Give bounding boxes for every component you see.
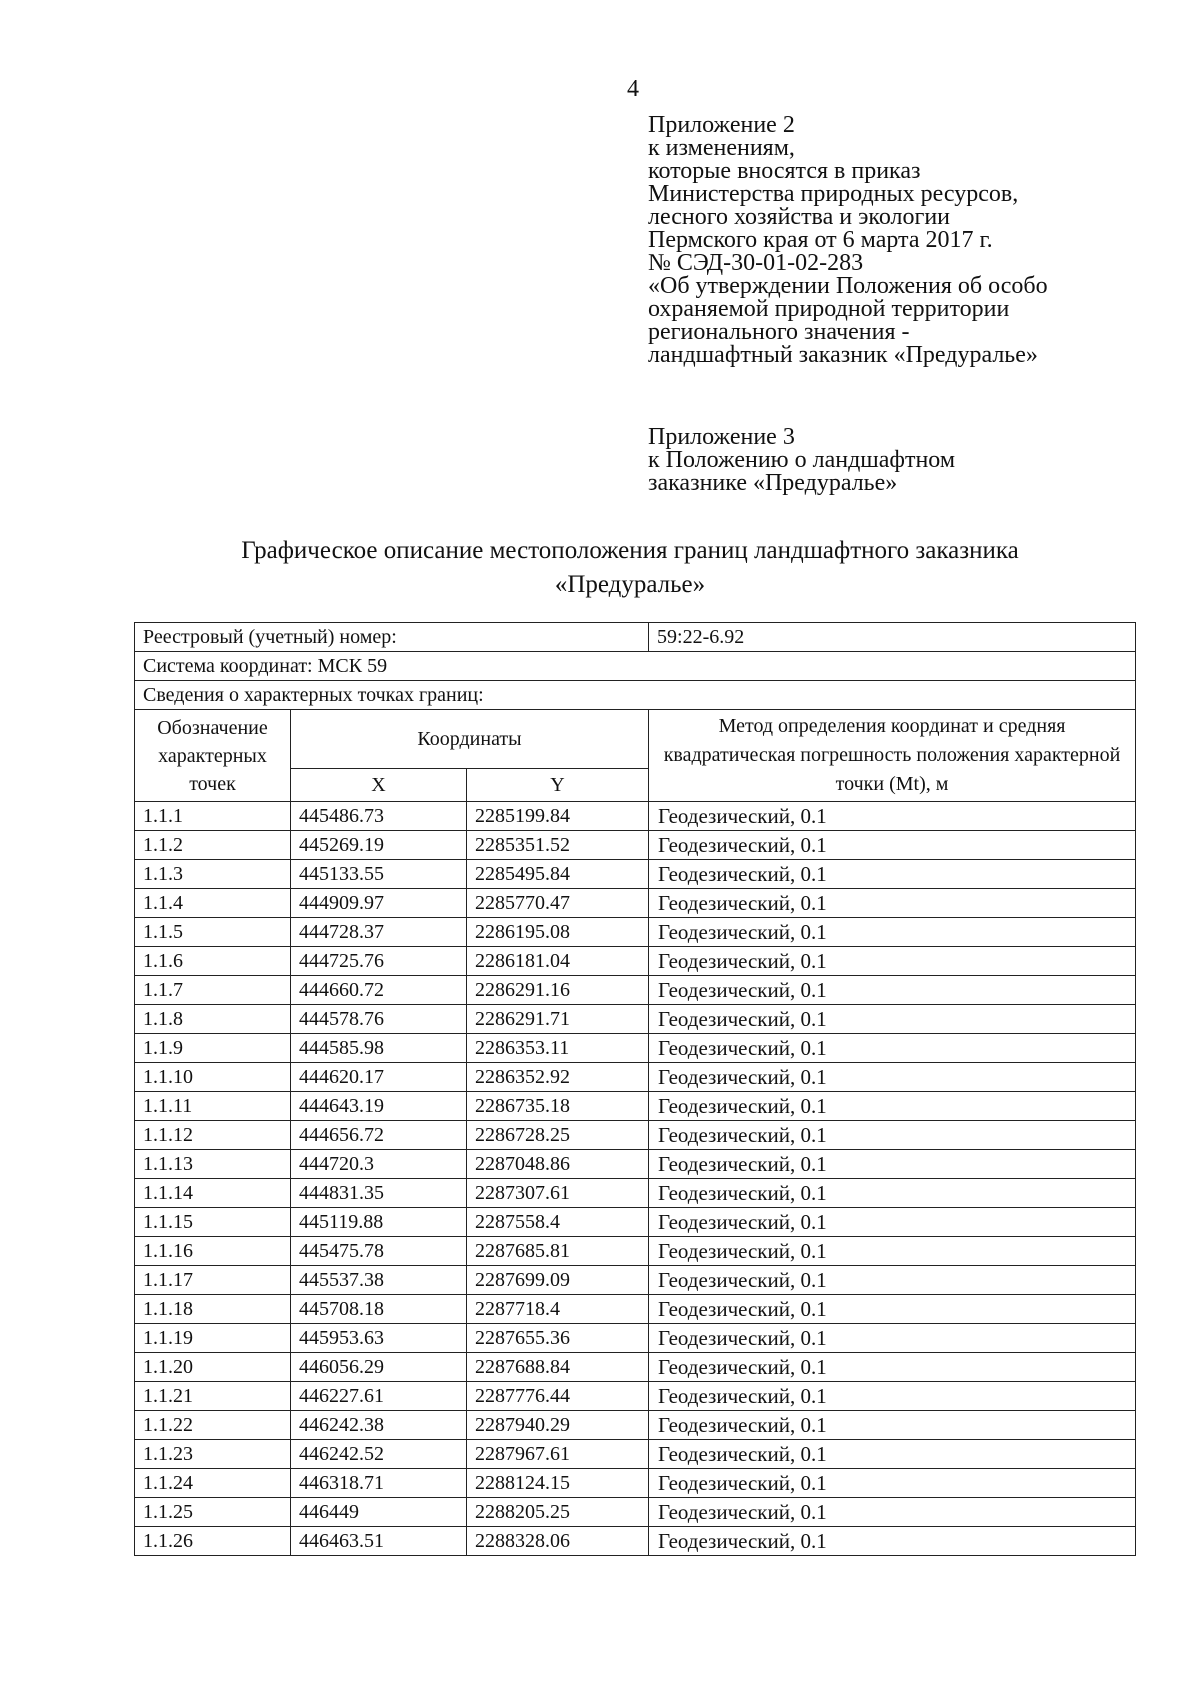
- method-cell: Геодезический, 0.1: [649, 1295, 1136, 1324]
- x-coordinate-cell: 444620.17: [291, 1063, 467, 1092]
- y-coordinate-cell: 2287718.4: [467, 1295, 649, 1324]
- table-row: [135, 1237, 1136, 1266]
- table-row: [135, 1411, 1136, 1440]
- x-coordinate-cell: 446056.29: [291, 1353, 467, 1382]
- registry-label: Реестровый (учетный) номер:: [135, 623, 649, 652]
- table-row: [135, 1150, 1136, 1179]
- method-cell: Геодезический, 0.1: [649, 1005, 1136, 1034]
- x-coordinate-cell: 446242.52: [291, 1440, 467, 1469]
- method-cell: Геодезический, 0.1: [649, 1382, 1136, 1411]
- coordinates-table: [134, 622, 1136, 1556]
- document-title: [130, 534, 1130, 602]
- x-coordinate-cell: 444720.3: [291, 1150, 467, 1179]
- x-coordinate-cell: 444656.72: [291, 1121, 467, 1150]
- x-coordinate-cell: 444643.19: [291, 1092, 467, 1121]
- y-coordinate-cell: 2286353.11: [467, 1034, 649, 1063]
- point-id-cell: 1.1.13: [135, 1150, 291, 1179]
- table-row: [135, 1324, 1136, 1353]
- table-row: [135, 1179, 1136, 1208]
- x-coordinate-cell: 446242.38: [291, 1411, 467, 1440]
- x-coordinate-cell: 446449: [291, 1498, 467, 1527]
- y-coordinate-cell: 2287655.36: [467, 1324, 649, 1353]
- method-cell: Геодезический, 0.1: [649, 1498, 1136, 1527]
- appendix-2-line: которые вносятся в приказ: [648, 158, 921, 184]
- method-cell: Геодезический, 0.1: [649, 976, 1136, 1005]
- point-id-cell: 1.1.25: [135, 1498, 291, 1527]
- table-row: [135, 947, 1136, 976]
- y-coordinate-cell: 2285770.47: [467, 889, 649, 918]
- method-cell: Геодезический, 0.1: [649, 1237, 1136, 1266]
- x-coordinate-cell: 444909.97: [291, 889, 467, 918]
- point-id-cell: 1.1.24: [135, 1469, 291, 1498]
- point-id-cell: 1.1.17: [135, 1266, 291, 1295]
- registry-value: 59:22-6.92: [649, 623, 1136, 652]
- appendix-2-line: Министерства природных ресурсов,: [648, 181, 1019, 207]
- y-coordinate-cell: 2286195.08: [467, 918, 649, 947]
- x-coordinate-cell: 445119.88: [291, 1208, 467, 1237]
- x-coordinate-cell: 444728.37: [291, 918, 467, 947]
- y-coordinate-cell: 2286728.25: [467, 1121, 649, 1150]
- table-row: [135, 1440, 1136, 1469]
- y-coordinate-cell: 2287699.09: [467, 1266, 649, 1295]
- y-coordinate-cell: 2287048.86: [467, 1150, 649, 1179]
- table-row: [135, 1527, 1136, 1556]
- point-id-cell: 1.1.10: [135, 1063, 291, 1092]
- table-row: [135, 860, 1136, 889]
- table-row: [135, 831, 1136, 860]
- appendix-2-line: «Об утверждении Положения об особо: [648, 273, 1048, 299]
- method-cell: Геодезический, 0.1: [649, 1063, 1136, 1092]
- y-coordinate-cell: 2285495.84: [467, 860, 649, 889]
- point-id-cell: 1.1.2: [135, 831, 291, 860]
- table-header-row: [135, 710, 1136, 769]
- point-id-cell: 1.1.11: [135, 1092, 291, 1121]
- method-cell: Геодезический, 0.1: [649, 1092, 1136, 1121]
- point-id-cell: 1.1.3: [135, 860, 291, 889]
- point-id-cell: 1.1.14: [135, 1179, 291, 1208]
- appendix-2-line: № СЭД-30-01-02-283: [648, 250, 864, 276]
- point-id-cell: 1.1.18: [135, 1295, 291, 1324]
- column-header-method: Метод определения координат и средняя квадратическая погрешность положения характерной точки (Mt), м: [649, 710, 1136, 802]
- method-cell: Геодезический, 0.1: [649, 1150, 1136, 1179]
- y-coordinate-cell: 2288328.06: [467, 1527, 649, 1556]
- y-coordinate-cell: 2285351.52: [467, 831, 649, 860]
- table-row: [135, 1208, 1136, 1237]
- x-coordinate-cell: 446318.71: [291, 1469, 467, 1498]
- point-id-cell: 1.1.22: [135, 1411, 291, 1440]
- point-id-cell: 1.1.8: [135, 1005, 291, 1034]
- x-coordinate-cell: 445475.78: [291, 1237, 467, 1266]
- column-header-y: Y: [467, 769, 649, 802]
- table-row: [135, 1382, 1136, 1411]
- point-id-cell: 1.1.9: [135, 1034, 291, 1063]
- method-cell: Геодезический, 0.1: [649, 889, 1136, 918]
- table-row: [135, 1266, 1136, 1295]
- point-id-cell: 1.1.6: [135, 947, 291, 976]
- x-coordinate-cell: 445133.55: [291, 860, 467, 889]
- method-cell: Геодезический, 0.1: [649, 1353, 1136, 1382]
- table-row: [135, 889, 1136, 918]
- points-info-label: Сведения о характерных точках границ:: [135, 681, 1136, 710]
- x-coordinate-cell: 446227.61: [291, 1382, 467, 1411]
- method-cell: Геодезический, 0.1: [649, 1034, 1136, 1063]
- point-id-cell: 1.1.7: [135, 976, 291, 1005]
- column-header-x: X: [291, 769, 467, 802]
- coord-system-label: Система координат: МСК 59: [135, 652, 1136, 681]
- y-coordinate-cell: 2287688.84: [467, 1353, 649, 1382]
- appendix-3-line: к Положению о ландшафтном: [648, 447, 956, 473]
- y-coordinate-cell: 2285199.84: [467, 802, 649, 831]
- appendix-2-line: лесного хозяйства и экологии: [648, 204, 951, 230]
- method-cell: Геодезический, 0.1: [649, 1527, 1136, 1556]
- appendix-3-header: [648, 426, 955, 495]
- x-coordinate-cell: 444585.98: [291, 1034, 467, 1063]
- method-cell: Геодезический, 0.1: [649, 1324, 1136, 1353]
- appendix-2-line: охраняемой природной территории: [648, 296, 1010, 322]
- x-coordinate-cell: 444725.76: [291, 947, 467, 976]
- column-header-coordinates: Координаты: [291, 710, 649, 769]
- point-id-cell: 1.1.16: [135, 1237, 291, 1266]
- table-row: [135, 1092, 1136, 1121]
- point-id-cell: 1.1.21: [135, 1382, 291, 1411]
- y-coordinate-cell: 2286291.71: [467, 1005, 649, 1034]
- x-coordinate-cell: 445486.73: [291, 802, 467, 831]
- column-header-point: Обозначение характерных точек: [135, 710, 291, 802]
- appendix-2-line: Пермского края от 6 марта 2017 г.: [648, 227, 993, 253]
- method-cell: Геодезический, 0.1: [649, 947, 1136, 976]
- y-coordinate-cell: 2287558.4: [467, 1208, 649, 1237]
- table-row: [135, 1295, 1136, 1324]
- coord-system-row: [135, 652, 1136, 681]
- x-coordinate-cell: 444660.72: [291, 976, 467, 1005]
- point-id-cell: 1.1.5: [135, 918, 291, 947]
- appendix-2-line: регионального значения -: [648, 319, 910, 345]
- table-row: [135, 1034, 1136, 1063]
- point-id-cell: 1.1.4: [135, 889, 291, 918]
- y-coordinate-cell: 2287940.29: [467, 1411, 649, 1440]
- method-cell: Геодезический, 0.1: [649, 918, 1136, 947]
- page-number: 4: [627, 76, 639, 102]
- method-cell: Геодезический, 0.1: [649, 1469, 1136, 1498]
- document-title-line-1: Графическое описание местоположения границ ландшафтного заказника: [241, 537, 1019, 564]
- document-title-line-2: «Предуралье»: [554, 571, 706, 598]
- x-coordinate-cell: 444831.35: [291, 1179, 467, 1208]
- x-coordinate-cell: 444578.76: [291, 1005, 467, 1034]
- point-id-cell: 1.1.20: [135, 1353, 291, 1382]
- y-coordinate-cell: 2286181.04: [467, 947, 649, 976]
- method-cell: Геодезический, 0.1: [649, 1411, 1136, 1440]
- method-cell: Геодезический, 0.1: [649, 1440, 1136, 1469]
- y-coordinate-cell: 2288124.15: [467, 1469, 649, 1498]
- appendix-2-line: ландшафтный заказник «Предуралье»: [648, 342, 1038, 368]
- method-cell: Геодезический, 0.1: [649, 1266, 1136, 1295]
- point-id-cell: 1.1.26: [135, 1527, 291, 1556]
- points-info-row: [135, 681, 1136, 710]
- point-id-cell: 1.1.12: [135, 1121, 291, 1150]
- table-row: [135, 976, 1136, 1005]
- x-coordinate-cell: 445537.38: [291, 1266, 467, 1295]
- table-row: [135, 802, 1136, 831]
- appendix-2-header: [648, 114, 1048, 367]
- x-coordinate-cell: 445708.18: [291, 1295, 467, 1324]
- table-row: [135, 1469, 1136, 1498]
- y-coordinate-cell: 2287685.81: [467, 1237, 649, 1266]
- appendix-3-line: Приложение 3: [648, 424, 795, 450]
- appendix-3-line: заказнике «Предуралье»: [648, 470, 898, 496]
- y-coordinate-cell: 2287307.61: [467, 1179, 649, 1208]
- method-cell: Геодезический, 0.1: [649, 860, 1136, 889]
- table-row: [135, 1353, 1136, 1382]
- y-coordinate-cell: 2286291.16: [467, 976, 649, 1005]
- appendix-2-line: Приложение 2: [648, 112, 795, 138]
- x-coordinate-cell: 446463.51: [291, 1527, 467, 1556]
- x-coordinate-cell: 445953.63: [291, 1324, 467, 1353]
- x-coordinate-cell: 445269.19: [291, 831, 467, 860]
- table-row: [135, 1005, 1136, 1034]
- method-cell: Геодезический, 0.1: [649, 1208, 1136, 1237]
- y-coordinate-cell: 2287967.61: [467, 1440, 649, 1469]
- y-coordinate-cell: 2287776.44: [467, 1382, 649, 1411]
- table-row: [135, 1498, 1136, 1527]
- point-id-cell: 1.1.1: [135, 802, 291, 831]
- point-id-cell: 1.1.23: [135, 1440, 291, 1469]
- y-coordinate-cell: 2286352.92: [467, 1063, 649, 1092]
- method-cell: Геодезический, 0.1: [649, 831, 1136, 860]
- point-id-cell: 1.1.19: [135, 1324, 291, 1353]
- table-row: [135, 918, 1136, 947]
- registry-row: [135, 623, 1136, 652]
- method-cell: Геодезический, 0.1: [649, 1121, 1136, 1150]
- y-coordinate-cell: 2286735.18: [467, 1092, 649, 1121]
- y-coordinate-cell: 2288205.25: [467, 1498, 649, 1527]
- method-cell: Геодезический, 0.1: [649, 802, 1136, 831]
- point-id-cell: 1.1.15: [135, 1208, 291, 1237]
- table-row: [135, 1063, 1136, 1092]
- method-cell: Геодезический, 0.1: [649, 1179, 1136, 1208]
- table-row: [135, 1121, 1136, 1150]
- appendix-2-line: к изменениям,: [648, 135, 795, 161]
